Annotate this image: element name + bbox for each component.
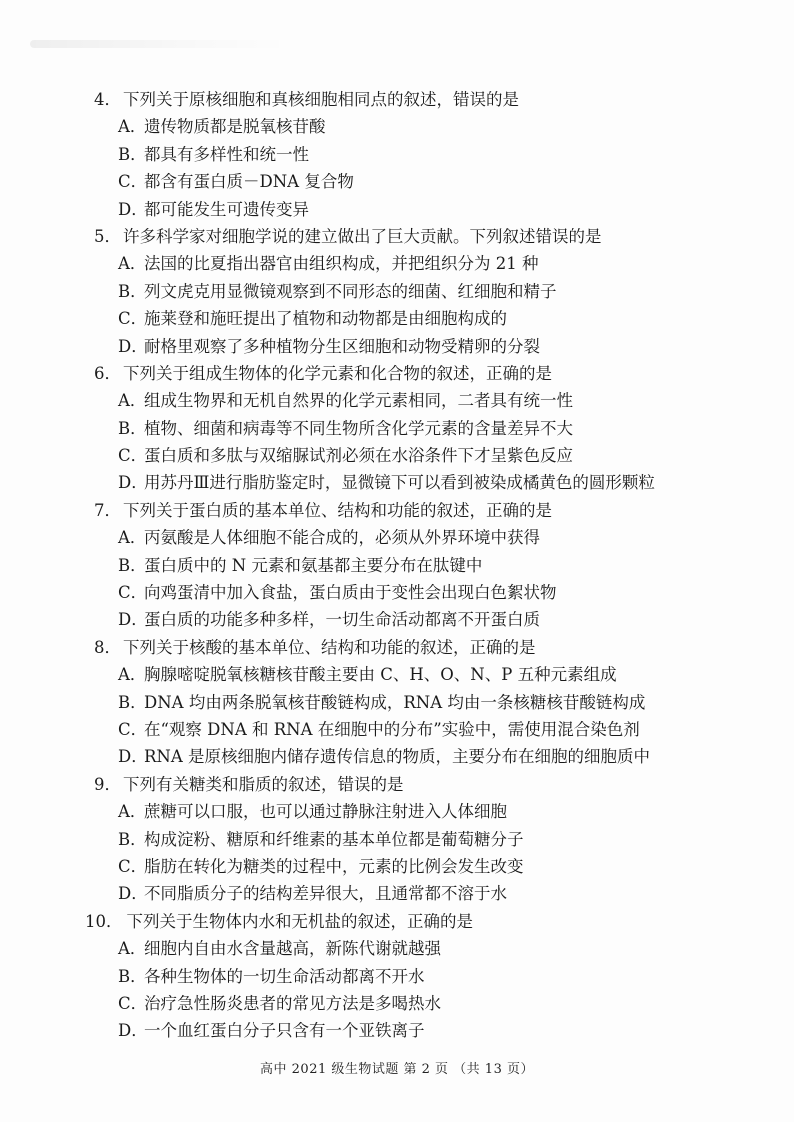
option-c: [94, 442, 714, 469]
question-text: 下列关于核酸的基本单位、结构和功能的叙述，正确的是: [123, 637, 536, 657]
option-a: [94, 387, 714, 414]
option-label: C．: [118, 172, 148, 192]
option-text: 各种生物体的一切生命活动都离不开水: [144, 966, 425, 986]
option-d: [94, 333, 714, 360]
option-text: 向鸡蛋清中加入食盐，蛋白质由于变性会出现白色絮状物: [144, 583, 557, 603]
option-list: [94, 935, 714, 1045]
option-list: [94, 113, 714, 223]
question-text: 下列关于生物体内水和无机盐的叙述，正确的是: [126, 911, 473, 931]
scan-smudge: [30, 40, 290, 48]
question-6: [94, 360, 714, 497]
question-text: 许多科学家对细胞学说的建立做出了巨大贡献。下列叙述错误的是: [123, 226, 602, 246]
option-a: [94, 661, 714, 688]
option-text: 植物、细菌和病毒等不同生物所含化学元素的含量差异不大: [144, 418, 573, 438]
option-text: 蛋白质中的 N 元素和氨基都主要分布在肽键中: [144, 555, 483, 575]
option-d: [94, 743, 714, 770]
question-number: 5．: [94, 226, 121, 246]
option-label: C．: [118, 993, 148, 1013]
option-label: C．: [118, 856, 148, 876]
option-label: C．: [118, 719, 148, 739]
question-stem: [94, 771, 714, 798]
option-text: 都含有蛋白质－DNA 复合物: [144, 172, 354, 192]
option-text: 耐格里观察了多种植物分生区细胞和动物受精卵的分裂: [144, 336, 540, 356]
option-c: [94, 168, 714, 195]
option-text: 蛋白质的功能多种多样，一切生命活动都离不开蛋白质: [144, 610, 540, 630]
question-number: 6．: [94, 363, 121, 383]
question-stem: [94, 497, 714, 524]
option-b: [94, 689, 714, 716]
option-b: [94, 552, 714, 579]
option-c: [94, 579, 714, 606]
option-text: 遗传物质都是脱氧核苷酸: [144, 117, 326, 137]
option-label: B．: [118, 418, 147, 438]
question-text: 下列关于组成生物体的化学元素和化合物的叙述，正确的是: [123, 363, 552, 383]
option-list: [94, 524, 714, 634]
option-text: 在“观察 DNA 和 RNA 在细胞中的分布”实验中，需使用混合染色剂: [144, 719, 640, 739]
option-label: C．: [118, 446, 148, 466]
option-text: 丙氨酸是人体细胞不能合成的，必须从外界环境中获得: [144, 528, 540, 548]
option-label: A．: [118, 939, 147, 959]
option-b: [94, 963, 714, 990]
option-text: 脂肪在转化为糖类的过程中，元素的比例会发生改变: [144, 856, 524, 876]
option-a: [94, 524, 714, 551]
question-number: 8．: [94, 637, 121, 657]
option-text: 不同脂质分子的结构差异很大，且通常都不溶于水: [144, 884, 507, 904]
option-label: A．: [118, 117, 147, 137]
option-d: [94, 606, 714, 633]
option-text: 构成淀粉、糖原和纤维素的基本单位都是葡萄糖分子: [144, 829, 524, 849]
question-stem: [85, 908, 714, 935]
option-text: 胸腺嘧啶脱氧核糖核苷酸主要由 C、H、O、N、P 五种元素组成: [144, 665, 617, 685]
option-label: D．: [118, 884, 148, 904]
question-number: 9．: [94, 774, 121, 794]
option-text: 施莱登和施旺提出了植物和动物都是由细胞构成的: [144, 309, 507, 329]
option-c: [94, 716, 714, 743]
question-stem: [94, 86, 714, 113]
option-text: 组成生物界和无机自然界的化学元素相同，二者具有统一性: [144, 391, 573, 411]
option-label: B．: [118, 144, 147, 164]
question-list: [85, 86, 714, 1045]
option-label: D．: [118, 1021, 148, 1041]
option-label: D．: [118, 473, 148, 493]
option-text: 用苏丹Ⅲ进行脂肪鉴定时，显微镜下可以看到被染成橘黄色的圆形颗粒: [144, 473, 655, 493]
option-label: C．: [118, 309, 148, 329]
option-list: [94, 387, 714, 497]
question-5: [94, 223, 714, 360]
option-label: B．: [118, 829, 147, 849]
question-text: 下列有关糖类和脂质的叙述，错误的是: [123, 774, 404, 794]
question-number: 10．: [85, 911, 123, 931]
question-9: [94, 771, 714, 908]
question-stem: [94, 223, 714, 250]
question-stem: [94, 634, 714, 661]
question-8: [94, 634, 714, 771]
option-text: 治疗急性肠炎患者的常见方法是多喝热水: [144, 993, 441, 1013]
option-text: 都具有多样性和统一性: [144, 144, 309, 164]
option-c: [94, 853, 714, 880]
question-number: 4．: [94, 90, 121, 109]
option-d: [94, 469, 714, 496]
option-a: [94, 113, 714, 140]
option-text: 列文虎克用显微镜观察到不同形态的细菌、红细胞和精子: [144, 281, 557, 301]
option-b: [94, 415, 714, 442]
option-a: [94, 798, 714, 825]
option-a: [94, 935, 714, 962]
option-label: B．: [118, 555, 147, 575]
option-b: [94, 826, 714, 853]
option-label: A．: [118, 528, 147, 548]
question-text: 下列关于原核细胞和真核细胞相同点的叙述，错误的是: [123, 90, 519, 109]
option-text: DNA 均由两条脱氧核苷酸链构成，RNA 均由一条核糖核苷酸链构成: [144, 692, 646, 712]
question-stem: [94, 360, 714, 387]
question-text: 下列关于蛋白质的基本单位、结构和功能的叙述，正确的是: [123, 500, 552, 520]
page-footer: 高中 2021 级生物试题 第 2 页 （共 13 页）: [260, 1062, 534, 1077]
option-list: [94, 798, 714, 908]
question-4: [94, 86, 714, 223]
option-label: A．: [118, 802, 147, 822]
option-list: [94, 250, 714, 360]
question-number: 7．: [94, 500, 121, 520]
option-label: D．: [118, 747, 148, 767]
option-label: B．: [118, 692, 147, 712]
option-d: [94, 196, 714, 223]
option-label: A．: [118, 391, 147, 411]
option-label: A．: [118, 665, 147, 685]
option-text: 法国的比夏指出器官由组织构成，并把组织分为 21 种: [144, 254, 539, 274]
option-label: B．: [118, 966, 147, 986]
option-text: 蔗糖可以口服，也可以通过静脉注射进入人体细胞: [144, 802, 507, 822]
option-d: [94, 880, 714, 907]
option-label: D．: [118, 610, 148, 630]
option-d: [94, 1017, 714, 1044]
option-label: D．: [118, 199, 148, 219]
option-list: [94, 661, 714, 771]
option-text: 都可能发生可遗传变异: [144, 199, 309, 219]
option-b: [94, 141, 714, 168]
option-b: [94, 278, 714, 305]
question-10: [85, 908, 714, 1045]
option-a: [94, 250, 714, 277]
option-c: [94, 990, 714, 1017]
option-label: B．: [118, 281, 147, 301]
question-7: [94, 497, 714, 634]
option-text: RNA 是原核细胞内储存遗传信息的物质，主要分布在细胞的细胞质中: [144, 747, 651, 767]
option-label: A．: [118, 254, 147, 274]
option-label: D．: [118, 336, 148, 356]
option-text: 蛋白质和多肽与双缩脲试剂必须在水浴条件下才呈紫色反应: [144, 446, 573, 466]
option-label: C．: [118, 583, 148, 603]
option-c: [94, 305, 714, 332]
option-text: 细胞内自由水含量越高，新陈代谢就越强: [144, 939, 441, 959]
option-text: 一个血红蛋白分子只含有一个亚铁离子: [144, 1021, 425, 1041]
